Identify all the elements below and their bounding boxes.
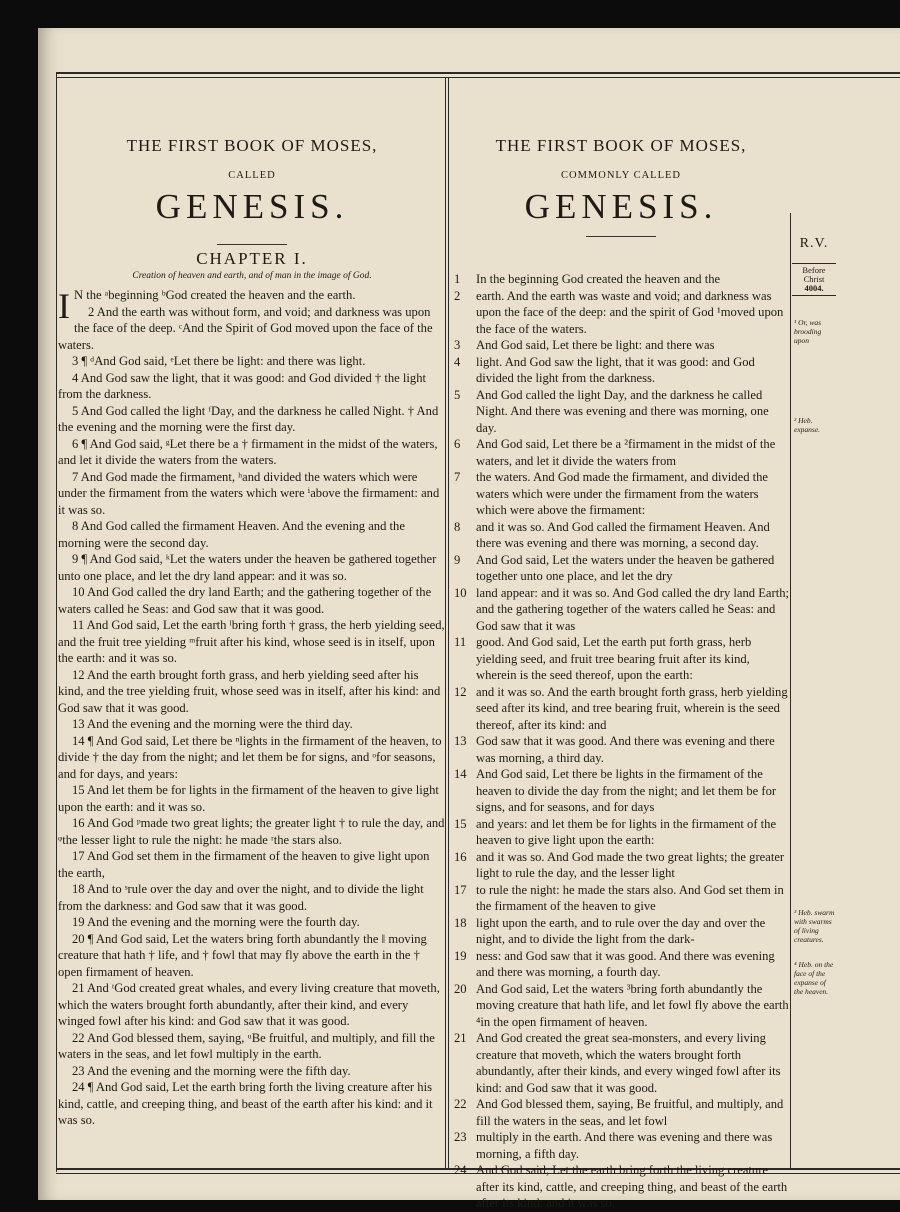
rv-verse-12: [454, 684, 790, 734]
verse-number: 13: [454, 734, 467, 748]
verse-15: 15 And let them be for lights in the firmament of the heaven to give light upon the earth: and it was so.: [58, 783, 439, 814]
verse-number: 8: [454, 519, 461, 534]
margin-note-1: ¹ Or, was brooding upon: [794, 318, 822, 345]
verse-text: And God called the light Day, and the darkness he called Night. And there was evening and there was morning, one day.: [476, 387, 769, 435]
verse-1: [58, 286, 446, 326]
rv-verse-22: [454, 1096, 790, 1129]
verse-number: 20: [454, 981, 467, 996]
rv-verse-9: [454, 552, 790, 585]
verse-number: 22: [454, 1097, 467, 1111]
verse-text: light upon the earth, and to rule over the day and over the night, and to divide the light from the dark-: [476, 915, 766, 946]
left-genesis-title: GENESIS.: [155, 187, 349, 226]
rv-verse-2: [454, 288, 790, 338]
year-label: 4004.: [804, 283, 824, 293]
verse-4: 4 And God saw the light, that it was good: and God divided † the light from the darkness.: [58, 370, 426, 401]
right-verses: [452, 271, 790, 1212]
left-book-title: THE FIRST BOOK OF MOSES,: [126, 136, 378, 155]
verse-text: and it was so. And God made the two great lights; the greater light to rule the day, and the lesser light: [476, 849, 785, 880]
top-rule: [56, 72, 900, 74]
verse-9: 9 ¶ And God said, ᵏLet the waters under the heaven be gathered together unto one place, and let the dry land appear: and it was so.: [58, 552, 437, 583]
rv-verse-13: [454, 733, 790, 766]
verse-text: land appear: and it was so. And God called the dry land Earth; and the gathering together of the waters called he Seas: and God saw that it was: [476, 585, 790, 633]
right-genesis-title: GENESIS.: [524, 187, 718, 226]
verse-text: multiply in the earth. And there was evening and there was morning, a fifth day.: [476, 1130, 773, 1161]
rv-verse-11: [454, 634, 790, 684]
verse-text: God saw that it was good. And there was evening and there was morning, a third day.: [476, 734, 775, 765]
rv-verse-8: [454, 519, 790, 552]
right-book-title: THE FIRST BOOK OF MOSES,: [495, 136, 747, 155]
verse-text: earth. And the earth was waste and void; and darkness was upon the face of the deep: and the spirit of God ¹moved upon the face of the waters.: [476, 288, 784, 336]
verse-text: and it was so. And the earth brought forth grass, herb yielding seed after its kind, and tree bearing fruit, wherein is the seed thereof, after its kind: and: [476, 684, 788, 732]
verse-number: 4: [454, 354, 461, 369]
verse-number: 3: [454, 338, 461, 352]
verse-16: 16 And God ᵖmade two great lights; the greater light † to rule the day, and ᵠthe lesser light to rule the night: he made ʳthe stars also.: [58, 816, 445, 847]
rv-verse-3: [454, 337, 790, 354]
verse-19: 19 And the evening and the morning were the fourth day.: [72, 915, 360, 929]
drop-cap: I: [58, 286, 70, 326]
verse-6: 6 ¶ And God said, ᵍLet there be a † firmament in the midst of the waters, and let it divide the waters from the waters.: [58, 436, 438, 467]
top-rule-inner: [56, 77, 900, 78]
verse-text: And God said, Let the waters ³bring forth abundantly the moving creature that hath life, and let fowl fly above the earth ⁴in the open firmament of heaven.: [476, 981, 789, 1029]
verse-number: 19: [454, 948, 467, 963]
verse-text: And God said, Let the waters under the heaven be gathered together unto one place, and let the dry: [476, 552, 775, 583]
date-box: [792, 263, 836, 296]
verse-text: And God blessed them, saying, Be fruitful, and multiply, and fill the waters in the seas, and let fowl: [476, 1097, 784, 1128]
rv-verse-10: [454, 585, 790, 635]
verse-23: 23 And the evening and the morning were the fifth day.: [72, 1063, 351, 1078]
rv-verse-16: [454, 849, 790, 882]
verse-22: 22 And God blessed them, saying, ᵘBe fruitful, and multiply, and fill the waters in the seas, and let fowl multiply in the earth.: [58, 1030, 435, 1061]
verse-14: 14 ¶ And God said, Let there be ⁿlights in the firmament of the heaven, to divide † the day from the night; and let them be for signs, and ᵒfor seasons, and for days, and years:: [58, 733, 442, 781]
verse-20: 20 ¶ And God said, Let the waters bring forth abundantly the ‖ moving creature that hath † life, and † fowl that may fly above the earth in the † open firmament of heaven.: [58, 931, 427, 979]
verse-number: 6: [454, 437, 461, 451]
verse-3: 3 ¶ ᵈAnd God said, ᵉLet there be light: and there was light.: [72, 354, 366, 368]
rv-verse-21: [454, 1030, 790, 1096]
margin-note-3: ³ Heb. swarm with swarms of living creatures.: [794, 908, 835, 944]
verse-text: And God created the great sea-monsters, and every living creature that moveth, which the waters brought forth abundantly, after their kinds, and every winged fowl after its kind: and God saw that it was good.: [476, 1031, 781, 1095]
verse-text: And God said, Let there be light: and there was: [476, 338, 715, 352]
verse-24: 24 ¶ And God said, Let the earth bring forth the living creature after his kind, cattle, and creeping thing, and beast of the earth after his kind: and it was so.: [58, 1080, 433, 1127]
verse-text: light. And God saw the light, that it was good: and God divided the light from the darkness.: [476, 354, 755, 385]
verse-2: 2 And the earth was without form, and void; and darkness was upon the face of the deep. ᶜAnd the Spirit of God moved upon the face of the waters.: [58, 304, 433, 352]
chapter-summary: Creation of heaven and earth, and of man in the image of God.: [132, 271, 372, 281]
verse-text: In the beginning God created the heaven and the: [476, 272, 721, 286]
verse-number: 2: [454, 288, 461, 303]
margin-divider: [790, 213, 791, 1168]
left-verses: [58, 287, 446, 1129]
rv-verse-23: [454, 1129, 790, 1162]
right-called-label: COMMONLY CALLED: [560, 170, 681, 181]
right-column: [452, 136, 790, 1212]
verse-11: 11 And God said, Let the earth ˡbring forth † grass, the herb yielding seed, and the fruit tree yielding ᵐfruit after his kind, whose seed is in itself, upon the earth: and it was so.: [58, 618, 445, 665]
verse-13: 13 And the evening and the morning were the third day.: [72, 717, 353, 731]
left-called-label: CALLED: [228, 170, 276, 181]
verse-number: 7: [454, 470, 461, 484]
rv-verse-14: [454, 766, 790, 816]
verse-12: 12 And the earth brought forth grass, and herb yielding seed after his kind, and the tree yielding fruit, whose seed was in itself, after his kind: and God saw that it was good.: [58, 667, 441, 715]
rv-verse-17: [454, 882, 790, 915]
verse-text: to rule the night: he made the stars also. And God set them in the firmament of the heaven to give: [476, 882, 784, 913]
verse-number: 23: [454, 1130, 467, 1144]
verse-text: And God said, Let the earth bring forth the living creature after its kind, cattle, and creeping thing, and beast of the earth after its kind: and it was so.: [476, 1163, 788, 1210]
verse-5: 5 And God called the light ᶠDay, and the darkness he called Night. † And the evening and the morning were the first day.: [58, 403, 439, 434]
verse-text: and years: and let them be for lights in the firmament of the heaven to give light upon the earth:: [476, 816, 777, 847]
rv-verse-19: [454, 948, 790, 981]
rv-verse-1: [454, 271, 790, 288]
verse-7: 7 And God made the firmament, ʰand divided the waters which were under the firmament from the waters which were ⁱabove the firmament: and it was so.: [58, 469, 440, 517]
right-title-rule: [586, 236, 656, 237]
verse-text: And God said, Let there be a ²firmament in the midst of the waters, and let it divide the waters from: [476, 437, 776, 468]
rv-verse-4: [454, 354, 790, 387]
verse-10: 10 And God called the dry land Earth; and the gathering together of the waters called he Seas: and God saw that it was good.: [58, 585, 432, 616]
verse-text: ness: and God saw that it was good. And there was evening and there was morning, a fourth day.: [476, 948, 775, 979]
verse-text: N the ᵃbeginning ᵇGod created the heaven and the earth.: [74, 288, 356, 302]
verse-number: 17: [454, 882, 467, 897]
verse-21: 21 And ᵗGod created great whales, and every living creature that moveth, which the waters brought forth abundantly, after their kind, and every winged fowl after his kind: and God saw that it was good.: [58, 981, 440, 1028]
verse-number: 9: [454, 552, 461, 567]
rv-verse-5: [454, 387, 790, 437]
verse-number: 14: [454, 767, 467, 781]
verse-number: 24: [454, 1163, 467, 1177]
verse-number: 16: [454, 849, 467, 864]
bible-page: [38, 28, 900, 1210]
rv-heading: R.V.: [799, 236, 829, 251]
verse-number: 18: [454, 915, 467, 930]
rv-verse-18: [454, 915, 790, 948]
verse-number: 11: [454, 635, 467, 649]
rv-verse-15: [454, 816, 790, 849]
verse-18: 18 And to ˢrule over the day and over the night, and to divide the light from the darkness: and God saw that it was good.: [58, 882, 424, 913]
rv-verse-24: [454, 1162, 790, 1212]
margin-note-2: ² Heb. expanse.: [794, 416, 821, 434]
verse-number: 12: [454, 684, 467, 699]
before-christ-label: Before Christ: [802, 265, 826, 284]
column-divider-inner: [448, 78, 449, 1168]
left-column: [58, 136, 446, 1129]
margin-note-4: ⁴ Heb. on the face of the expanse of the heaven.: [794, 960, 834, 996]
verse-text: And God said, Let there be lights in the firmament of the heaven to divide the day from the night; and let them be for signs, and for seasons, and for days: [476, 767, 777, 814]
rv-verse-7: [454, 469, 790, 519]
left-title-rule: [217, 244, 287, 245]
rv-verse-6: [454, 436, 790, 469]
verse-number: 5: [454, 387, 461, 402]
verse-number: 10: [454, 585, 467, 600]
chapter-heading: CHAPTER I.: [196, 249, 308, 268]
verse-text: and it was so. And God called the firmament Heaven. And there was evening and there was morning, a second day.: [476, 519, 770, 550]
verse-number: 15: [454, 816, 467, 831]
verse-number: 21: [454, 1031, 467, 1045]
verse-text: the waters. And God made the firmament, and divided the waters which were under the firmament from the waters which were above the firmament:: [476, 470, 769, 517]
verse-8: 8 And God called the firmament Heaven. And the evening and the morning were the second day.: [58, 519, 405, 550]
verse-number: 1: [454, 272, 461, 286]
left-rule: [56, 72, 57, 1172]
verse-text: good. And God said, Let the earth put forth grass, herb yielding seed, and fruit tree bearing fruit after its kind, wherein is the seed thereof, upon the earth:: [476, 635, 752, 682]
verse-17: 17 And God set them in the firmament of the heaven to give light upon the earth,: [58, 849, 430, 880]
rv-verse-20: [454, 981, 790, 1031]
